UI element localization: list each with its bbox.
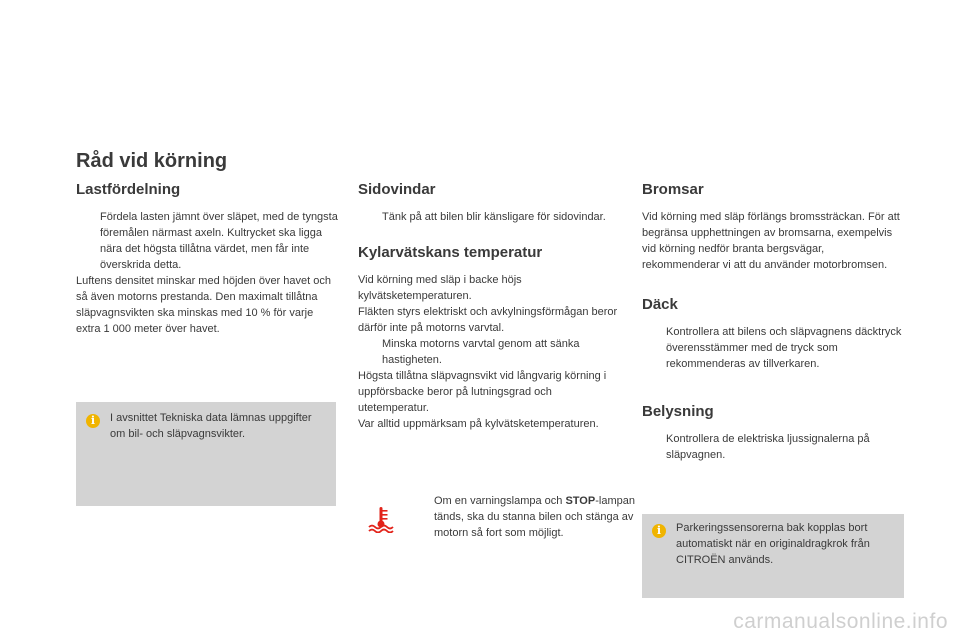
parking-sensors-info-box — [642, 514, 904, 598]
parking-sensors-info-text: Parkeringssensorerna bak kopplas bort automatiskt när en originaldragkrok från CITROËN används. — [676, 522, 870, 566]
load-bullet — [76, 209, 338, 273]
coolant-temperature-warning-icon — [368, 505, 394, 533]
air-density-text: Luftens densitet minskar med höjden över havet och så även motorns prestanda. Den maximalt tillåtna släpvagnsvikten ska minskas med 10 % för varje extra 1 000 meter över havet. — [76, 275, 331, 335]
weights-info-box — [76, 402, 336, 506]
warning-text-start: Om en varningslampa och — [434, 495, 566, 507]
crosswind-bullet — [358, 209, 620, 225]
coolant-warning-block — [368, 493, 635, 563]
coolant-bullet — [358, 336, 620, 368]
lighting-bullet-text: Kontrollera de elektriska ljussignalerna på släpvagnen. — [666, 433, 870, 461]
coolant-text-3: Högsta tillåtna släpvagnsvikt vid långvarig körning i uppförsbacke beror på lutningsgrad och utetemperatur. — [358, 370, 607, 414]
tyres-bullet — [642, 324, 904, 372]
warning-text-end: -lampan tänds, ska du stanna bilen och stänga av motorn så fort som möjligt. — [434, 495, 635, 539]
load-distribution-heading: Lastfördelning — [76, 181, 181, 198]
lighting-bullet — [642, 431, 904, 463]
right-column — [642, 180, 904, 463]
watermark: carmanualsonline.info — [733, 610, 948, 633]
tyres-bullet-text: Kontrollera att bilens och släpvagnens däcktryck överensstämmer med de tryck som rekommenderas av tillverkaren. — [666, 326, 902, 370]
load-distribution-section — [76, 180, 338, 337]
info-icon: i — [652, 524, 666, 538]
tyres-heading: Däck — [642, 296, 678, 313]
brakes-heading: Bromsar — [642, 181, 704, 198]
coolant-bullet-text: Minska motorns varvtal genom att sänka hastigheten. — [382, 338, 580, 366]
weights-info-text: I avsnittet Tekniska data lämnas uppgifter om bil- och släpvagnsvikter. — [110, 412, 312, 440]
coolant-text-2: Fläkten styrs elektriskt och avkylningsförmågan beror därför inte på motorns varvtal. — [358, 306, 618, 334]
coolant-text-4: Var alltid uppmärksam på kylvätsketemperaturen. — [358, 418, 599, 430]
info-icon: i — [86, 414, 100, 428]
page-title: Råd vid körning — [76, 150, 228, 172]
warning-bullet — [410, 493, 648, 541]
crosswind-bullet-text: Tänk på att bilen blir känsligare för sidovindar. — [382, 211, 606, 223]
brakes-text: Vid körning med släp förlängs bromssträckan. För att begränsa upphettningen av bromsarna, exempelvis vid körning nedför branta bergsvägar, rekommenderar vi att du använder motorbromsen. — [642, 211, 900, 271]
coolant-text-1: Vid körning med släp i backe höjs kylvätsketemperaturen. — [358, 274, 522, 302]
lighting-heading: Belysning — [642, 403, 714, 420]
crosswind-heading: Sidovindar — [358, 181, 436, 198]
load-bullet-text: Fördela lasten jämnt över släpet, med de tyngsta föremålen närmast axeln. Kultrycket ska ligga nära det högsta tillåtna värdet, men får inte överskrida detta. — [100, 211, 338, 271]
stop-label: STOP — [565, 495, 596, 507]
coolant-heading: Kylarvätskans temperatur — [358, 244, 543, 261]
middle-column — [358, 180, 620, 432]
